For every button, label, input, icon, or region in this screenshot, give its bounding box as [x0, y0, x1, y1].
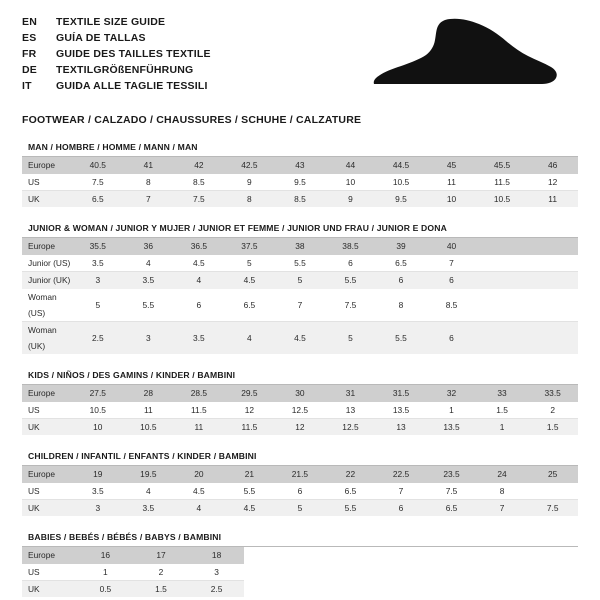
size-cell-empty: [522, 547, 578, 564]
size-cell-empty: [522, 564, 578, 581]
size-cell: 5.5: [325, 272, 376, 289]
size-cell: 10.5: [477, 191, 528, 208]
size-cell-empty: [527, 255, 578, 272]
row-label: Europe: [22, 547, 78, 564]
row-label: Woman (UK): [22, 322, 73, 355]
size-group-babies: [22, 532, 578, 597]
size-cell: 10.5: [123, 419, 174, 436]
size-cell-empty: [477, 289, 528, 322]
size-cell: 9: [224, 174, 275, 191]
row-label: US: [22, 174, 73, 191]
size-cell: 4: [224, 322, 275, 355]
size-cell: 31.5: [376, 385, 427, 402]
size-cell: 6: [174, 289, 225, 322]
size-cell: 6: [376, 500, 427, 517]
size-cell: 21.5: [275, 466, 326, 483]
size-cell: 32: [426, 385, 477, 402]
size-cell: 4.5: [224, 272, 275, 289]
size-cell: 6.5: [426, 500, 477, 517]
size-cell: 8.5: [275, 191, 326, 208]
size-cell-empty: [300, 564, 356, 581]
size-cell: 35.5: [73, 238, 124, 255]
size-cell: 44: [325, 157, 376, 174]
size-cell: 28.5: [174, 385, 225, 402]
size-cell: 5: [325, 322, 376, 355]
size-cell-empty: [411, 581, 467, 598]
size-cell: 16: [78, 547, 134, 564]
size-cell: 24: [477, 466, 528, 483]
size-cell: 13.5: [426, 419, 477, 436]
row-label: Junior (US): [22, 255, 73, 272]
size-cell: 5.5: [325, 500, 376, 517]
size-cell: 8.5: [174, 174, 225, 191]
size-cell: 11: [174, 419, 225, 436]
size-cell: 42: [174, 157, 225, 174]
table-row: [22, 157, 578, 174]
language-row: [22, 46, 211, 62]
language-title: GUIDA ALLE TAGLIE TESSILI: [56, 80, 208, 92]
size-cell-empty: [477, 322, 528, 355]
size-cell: 1.5: [477, 402, 528, 419]
size-cell: 7: [275, 289, 326, 322]
group-title: MAN / HOMBRE / HOMME / MANN / MAN: [22, 142, 578, 157]
table-row: [22, 191, 578, 208]
size-cell: 10: [73, 419, 124, 436]
table-row: [22, 564, 578, 581]
size-cell: 10.5: [376, 174, 427, 191]
row-label: UK: [22, 419, 73, 436]
size-cell: 6.5: [73, 191, 124, 208]
size-cell: 10: [426, 191, 477, 208]
size-cell: 38: [275, 238, 326, 255]
size-cell-empty: [527, 272, 578, 289]
size-cell: 6: [325, 255, 376, 272]
size-cell: 6.5: [376, 255, 427, 272]
table-row: [22, 402, 578, 419]
size-cell-empty: [477, 255, 528, 272]
table-row: [22, 385, 578, 402]
size-cell: 11: [123, 402, 174, 419]
size-cell: 7: [123, 191, 174, 208]
size-cell: 28: [123, 385, 174, 402]
size-cell-empty: [467, 581, 523, 598]
size-cell: 33: [477, 385, 528, 402]
row-label: UK: [22, 581, 78, 598]
size-cell: 6: [376, 272, 427, 289]
size-cell: 5.5: [224, 483, 275, 500]
size-cell: 3: [189, 564, 245, 581]
size-cell: 36: [123, 238, 174, 255]
row-label: Woman (US): [22, 289, 73, 322]
size-cell: 9.5: [376, 191, 427, 208]
table-row: [22, 466, 578, 483]
size-cell: 4.5: [174, 255, 225, 272]
table-row: [22, 174, 578, 191]
size-cell: 3.5: [73, 255, 124, 272]
size-cell-empty: [244, 547, 300, 564]
size-table: [22, 547, 578, 597]
size-cell: 33.5: [527, 385, 578, 402]
size-cell-empty: [244, 564, 300, 581]
size-cell-empty: [527, 238, 578, 255]
size-cell: 4.5: [174, 483, 225, 500]
group-title: KIDS / NIÑOS / DES GAMINS / KINDER / BAMBINI: [22, 370, 578, 385]
size-cell: 39: [376, 238, 427, 255]
size-cell: 6: [275, 483, 326, 500]
size-cell: 3.5: [123, 500, 174, 517]
size-cell-empty: [300, 581, 356, 598]
size-cell: 9.5: [275, 174, 326, 191]
size-cell: 10: [325, 174, 376, 191]
size-cell: 11: [426, 174, 477, 191]
row-label: Junior (UK): [22, 272, 73, 289]
size-cell: 21: [224, 466, 275, 483]
language-code: IT: [22, 80, 32, 92]
size-cell: 10.5: [73, 402, 124, 419]
size-cell: 38.5: [325, 238, 376, 255]
size-cell-empty: [356, 547, 412, 564]
size-cell: 45.5: [477, 157, 528, 174]
row-label: US: [22, 564, 78, 581]
size-cell: 3: [73, 272, 124, 289]
group-title: JUNIOR & WOMAN / JUNIOR Y MUJER / JUNIOR ET FEMME / JUNIOR UND FRAU / JUNIOR E DONA: [22, 223, 578, 238]
row-label: UK: [22, 500, 73, 517]
table-row: [22, 581, 578, 598]
size-cell-empty: [527, 322, 578, 355]
size-cell: 13: [376, 419, 427, 436]
size-cell: 4.5: [224, 500, 275, 517]
size-cell: 8: [224, 191, 275, 208]
size-cell: 13: [325, 402, 376, 419]
size-cell: 11.5: [224, 419, 275, 436]
size-cell: 6: [426, 322, 477, 355]
size-cell: 3: [73, 500, 124, 517]
size-cell: 6: [426, 272, 477, 289]
size-cell: 13.5: [376, 402, 427, 419]
size-cell: 19: [73, 466, 124, 483]
size-table: [22, 466, 578, 516]
language-row: [22, 78, 211, 94]
size-cell: 4.5: [275, 322, 326, 355]
size-cell: 2.5: [189, 581, 245, 598]
size-cell-empty: [467, 564, 523, 581]
size-cell: 41: [123, 157, 174, 174]
document-header: [22, 14, 578, 100]
size-cell: 2.5: [73, 322, 124, 355]
size-cell: 1.5: [527, 419, 578, 436]
size-cell: 7.5: [426, 483, 477, 500]
size-cell: 27.5: [73, 385, 124, 402]
size-cell: 7.5: [174, 191, 225, 208]
row-label: Europe: [22, 466, 73, 483]
size-table: [22, 157, 578, 207]
size-table: [22, 238, 578, 354]
language-title: GUIDE DES TAILLES TEXTILE: [56, 48, 211, 60]
language-row: [22, 62, 211, 78]
size-cell: 3.5: [73, 483, 124, 500]
size-cell: 20: [174, 466, 225, 483]
size-cell-empty: [522, 581, 578, 598]
size-cell: 8: [123, 174, 174, 191]
size-cell: 42.5: [224, 157, 275, 174]
size-cell: 31: [325, 385, 376, 402]
size-cell: 5: [275, 500, 326, 517]
size-cell: 11.5: [477, 174, 528, 191]
size-cell: 45: [426, 157, 477, 174]
table-row: [22, 547, 578, 564]
size-cell-empty: [356, 564, 412, 581]
size-cell: 36.5: [174, 238, 225, 255]
table-row: [22, 419, 578, 436]
row-label: UK: [22, 191, 73, 208]
size-cell: 22.5: [376, 466, 427, 483]
size-group-kids: [22, 370, 578, 435]
size-cell: 5.5: [376, 322, 427, 355]
size-cell: 43: [275, 157, 326, 174]
table-row: [22, 272, 578, 289]
row-label: Europe: [22, 238, 73, 255]
size-cell: 5.5: [275, 255, 326, 272]
size-cell: 7.5: [325, 289, 376, 322]
size-cell: 8: [477, 483, 528, 500]
size-cell: 3: [123, 322, 174, 355]
row-label: US: [22, 483, 73, 500]
size-cell: 1: [426, 402, 477, 419]
size-cell-empty: [411, 547, 467, 564]
size-cell: 1: [477, 419, 528, 436]
size-cell: 30: [275, 385, 326, 402]
size-cell: 12.5: [275, 402, 326, 419]
size-cell-empty: [300, 547, 356, 564]
language-code: DE: [22, 64, 37, 76]
size-cell-empty: [356, 581, 412, 598]
size-cell: 0.5: [78, 581, 134, 598]
size-cell: 4: [123, 255, 174, 272]
language-title: TEXTILGRÖßENFÜHRUNG: [56, 64, 194, 76]
row-label: US: [22, 402, 73, 419]
size-cell-empty: [467, 547, 523, 564]
language-row: [22, 14, 211, 30]
size-cell: 12: [527, 174, 578, 191]
size-cell: 11: [527, 191, 578, 208]
size-group-children: [22, 451, 578, 516]
group-title: CHILDREN / INFANTIL / ENFANTS / KINDER / BAMBINI: [22, 451, 578, 466]
size-cell-empty: [411, 564, 467, 581]
size-cell: 18: [189, 547, 245, 564]
language-title: TEXTILE SIZE GUIDE: [56, 16, 166, 28]
table-row: [22, 483, 578, 500]
row-label: Europe: [22, 385, 73, 402]
size-cell: 44.5: [376, 157, 427, 174]
size-cell: 5: [275, 272, 326, 289]
size-cell: 2: [527, 402, 578, 419]
size-cell: 22: [325, 466, 376, 483]
size-cell: 19.5: [123, 466, 174, 483]
size-cell: 3.5: [174, 322, 225, 355]
size-cell: 37.5: [224, 238, 275, 255]
size-cell: 23.5: [426, 466, 477, 483]
size-cell: 1: [78, 564, 134, 581]
size-cell: 9: [325, 191, 376, 208]
size-cell: 3.5: [123, 272, 174, 289]
size-group-junior-woman: [22, 223, 578, 354]
table-row: [22, 289, 578, 322]
size-cell: 7: [477, 500, 528, 517]
size-cell: 11.5: [174, 402, 225, 419]
size-cell: 25: [527, 466, 578, 483]
size-cell: 7.5: [527, 500, 578, 517]
size-cell: 7: [376, 483, 427, 500]
size-group-man: [22, 142, 578, 207]
size-cell: 5: [73, 289, 124, 322]
size-cell: 8.5: [426, 289, 477, 322]
size-cell: 5.5: [123, 289, 174, 322]
size-cell: 5: [224, 255, 275, 272]
size-cell: 1.5: [133, 581, 189, 598]
table-row: [22, 238, 578, 255]
table-row: [22, 255, 578, 272]
size-table: [22, 385, 578, 435]
size-cell: 17: [133, 547, 189, 564]
size-cell-empty: [244, 581, 300, 598]
size-cell: 7: [426, 255, 477, 272]
size-cell: 8: [376, 289, 427, 322]
size-cell: 7.5: [73, 174, 124, 191]
size-cell: 6.5: [325, 483, 376, 500]
language-title-list: [22, 14, 211, 94]
table-row: [22, 322, 578, 355]
size-cell-empty: [527, 483, 578, 500]
table-row: [22, 500, 578, 517]
size-cell: 12: [275, 419, 326, 436]
size-cell: 12: [224, 402, 275, 419]
dress-shoe-icon: [370, 16, 560, 100]
size-cell: 2: [133, 564, 189, 581]
size-cell: 4: [174, 500, 225, 517]
footwear-section-title: FOOTWEAR / CALZADO / CHAUSSURES / SCHUHE / CALZATURE: [22, 114, 362, 126]
row-label: Europe: [22, 157, 73, 174]
language-title: GUÍA DE TALLAS: [56, 32, 146, 44]
size-cell-empty: [477, 272, 528, 289]
size-cell: 12.5: [325, 419, 376, 436]
language-code: EN: [22, 16, 37, 28]
size-cell: 6.5: [224, 289, 275, 322]
size-cell-empty: [477, 238, 528, 255]
size-cell: 46: [527, 157, 578, 174]
group-title: BABIES / BEBÉS / BÉBÉS / BABYS / BAMBINI: [22, 532, 578, 547]
language-code: ES: [22, 32, 37, 44]
language-code: FR: [22, 48, 37, 60]
size-cell: 29.5: [224, 385, 275, 402]
size-cell: 40.5: [73, 157, 124, 174]
size-cell: 4: [174, 272, 225, 289]
size-cell: 4: [123, 483, 174, 500]
size-cell-empty: [527, 289, 578, 322]
language-row: [22, 30, 211, 46]
size-cell: 40: [426, 238, 477, 255]
